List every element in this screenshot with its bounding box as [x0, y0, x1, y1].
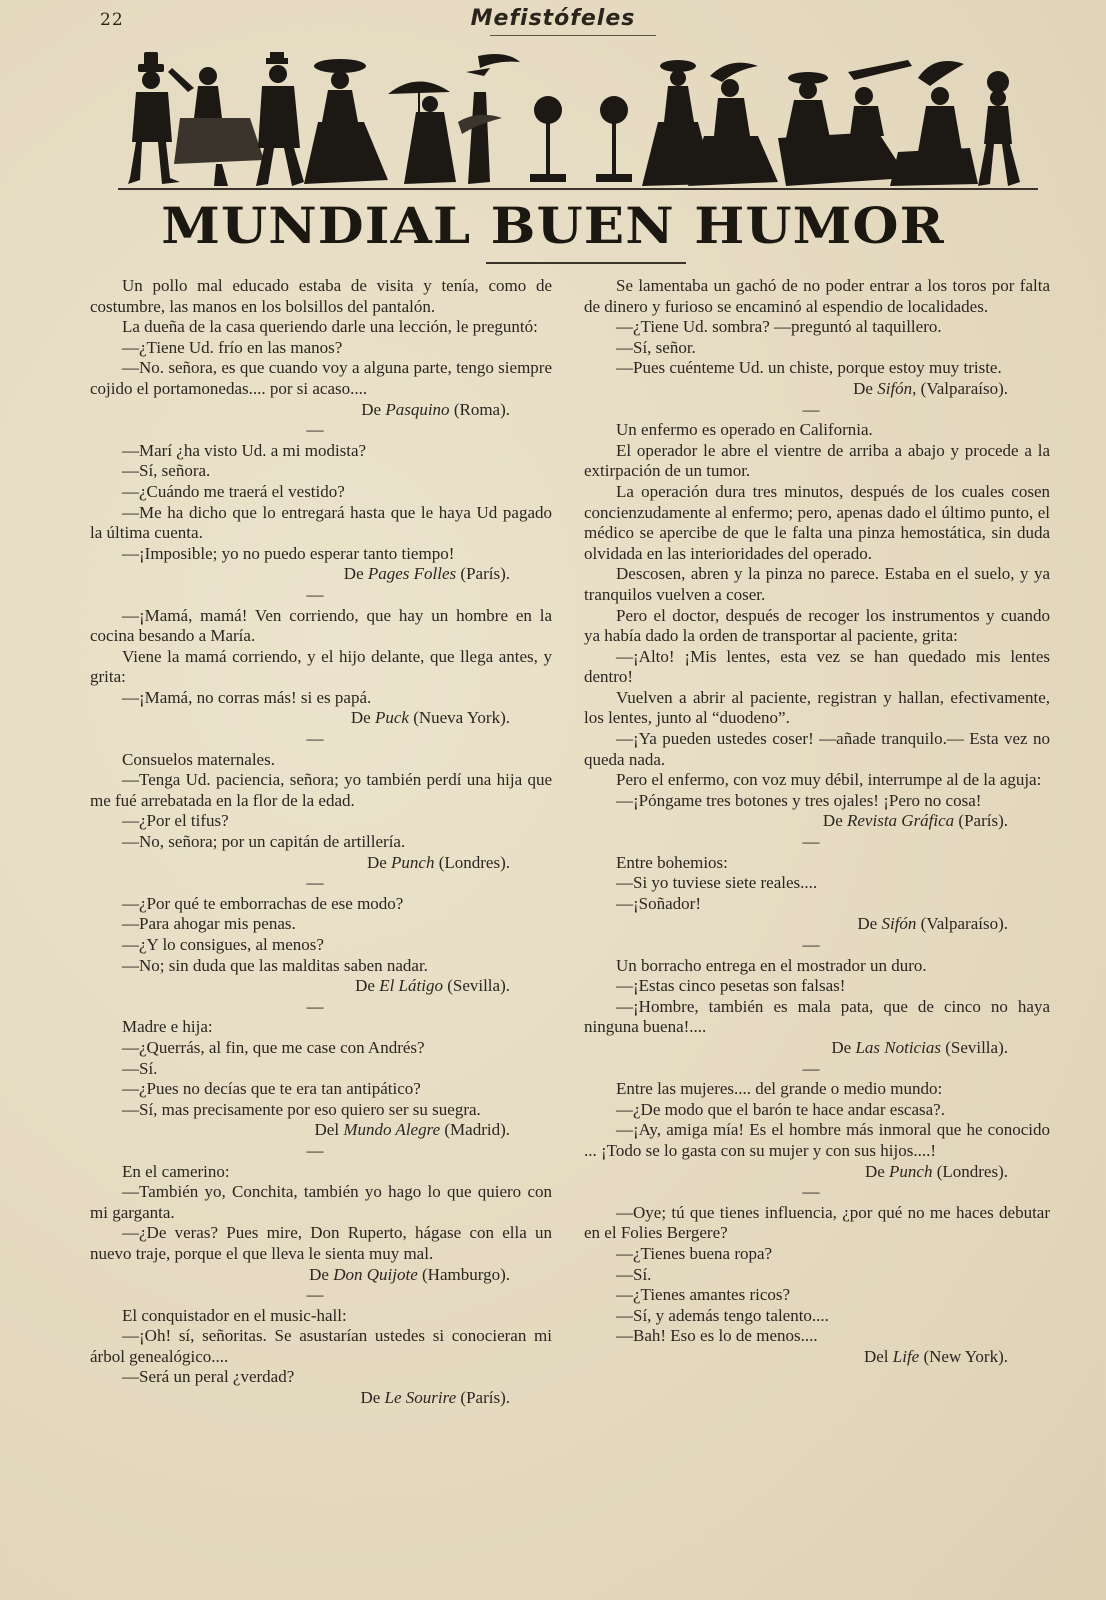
source-credit — [584, 1347, 1050, 1368]
source-prefix: De — [853, 378, 878, 398]
source-location: (Londres). — [932, 1161, 1008, 1181]
section-separator — [90, 997, 552, 1018]
joke-paragraph: —Marí ¿ha visto Ud. a mi modista? — [122, 440, 367, 460]
joke-paragraph: —Sí. — [122, 1058, 158, 1078]
joke-paragraph: —¿Por qué te emborrachas de ese modo? — [122, 893, 404, 913]
source-credit — [584, 811, 1050, 832]
source-credit — [584, 1038, 1050, 1059]
source-credit — [584, 914, 1050, 935]
joke-paragraph: —Si yo tuviese siete reales.... — [616, 873, 818, 893]
joke-paragraph: Se lamentaba un gachó de no poder entrar a los toros por falta de dinero y furioso se encaminó al espendio de localidades. — [584, 276, 1050, 316]
source-publication: Don Quijote — [333, 1264, 418, 1284]
source-publication: Pages Folles — [367, 564, 457, 584]
joke-paragraph: Un enfermo es operado en California. — [616, 420, 873, 440]
headline: MUNDIAL BUEN HUMOR — [161, 196, 945, 255]
source-prefix: De — [366, 852, 392, 872]
joke-paragraph: Entre las mujeres.... del grande o medio mundo: — [616, 1079, 943, 1099]
joke-paragraph: —Pues cuénteme Ud. un chiste, porque estoy muy triste. — [616, 358, 1002, 378]
dancer-figure-7 — [688, 63, 778, 186]
source-credit — [90, 564, 552, 585]
joke-paragraph: —¿Y lo consigues, al menos? — [122, 935, 324, 954]
source-location: (París). — [456, 1388, 510, 1408]
source-credit — [584, 379, 1050, 400]
source-credit — [90, 1388, 552, 1409]
dancer-figure-9 — [890, 61, 978, 186]
joke-paragraph: —¡Póngame tres botones y tres ojales! ¡Pero no cosa! — [616, 790, 982, 810]
source-publication: Le Sourire — [384, 1388, 457, 1408]
joke-paragraph: —¿Querrás, al fin, que me case con Andrés? — [122, 1037, 425, 1057]
source-credit — [90, 1120, 552, 1141]
source-publication: El Látigo — [379, 976, 443, 996]
source-prefix: De — [864, 1161, 890, 1181]
joke-paragraph: En el camerino: — [122, 1161, 230, 1181]
joke-paragraph: —¡Oh! sí, señoritas. Se asustarían ustedes si conocieran mi árbol genealógico.... — [90, 1326, 552, 1366]
joke-paragraph: Un pollo mal educado estaba de visita y tenía, como de costumbre, las manos en los bolsillos del pantalón. — [90, 276, 552, 316]
source-location: (París). — [954, 811, 1008, 831]
joke-paragraph: Descosen, abren y la pinza no parece. Estaba en el suelo, y ya tranquilos vuelven a coser. — [584, 564, 1050, 604]
source-location: (Madrid). — [440, 1120, 510, 1140]
source-location: (Hamburgo). — [417, 1264, 510, 1284]
dancer-figure-10 — [978, 71, 1020, 186]
dancer-figure-2 — [168, 67, 264, 186]
section-separator — [90, 729, 552, 750]
joke-paragraph: Un borracho entrega en el mostrador un duro. — [616, 955, 927, 975]
section-separator — [584, 832, 1050, 853]
plume-figure — [458, 54, 520, 184]
source-location: (Londres). — [434, 852, 510, 872]
section-separator — [90, 420, 552, 441]
joke-paragraph: —También yo, Conchita, también yo hago lo que quiero con mi garganta. — [90, 1182, 552, 1222]
joke-paragraph: —¡Alto! ¡Mis lentes, esta vez se han quedado mis lentes dentro! — [584, 646, 1050, 687]
source-prefix: De — [857, 914, 882, 934]
source-credit — [90, 853, 552, 874]
source-prefix: De — [309, 1264, 334, 1284]
section-separator — [584, 1182, 1050, 1203]
joke-paragraph: —¡Ya pueden ustedes coser! —añade tranquilo.— Esta vez no queda nada. — [584, 729, 1050, 769]
joke-paragraph: —Oye; tú que tienes influencia, ¿por qué no me haces debutar en el Folies Bergere? — [584, 1202, 1050, 1243]
joke-paragraph: —¡Hombre, también es mala pata, que de cinco no haya ninguna buena!.... — [584, 996, 1050, 1037]
joke-paragraph: —No. señora, es que cuando voy a alguna parte, tengo siempre cojido el portamonedas.... por si acaso.... — [90, 358, 552, 398]
source-credit — [584, 1162, 1050, 1183]
source-publication: Mundo Alegre — [343, 1120, 441, 1140]
source-publication: Punch — [889, 1161, 933, 1181]
joke-paragraph: —Bah! Eso es lo de menos.... — [616, 1326, 818, 1346]
source-location: (Valparaíso). — [916, 914, 1008, 934]
source-credit — [90, 400, 552, 421]
joke-paragraph: Vuelven a abrir al paciente, registran y hallan, efectivamente, los lentes, junto al “duodeno”. — [584, 687, 1050, 728]
source-prefix: De — [822, 811, 847, 831]
joke-paragraph: Pero el doctor, después de recoger los instrumentos y cuando ya había dado la orden de transportar al paciente, grita: — [584, 605, 1050, 646]
joke-paragraph: La operación dura tres minutos, después de los cuales cosen concienzudamente al enfermo; pero, apenas dado el último punto, el médico se apercibe de que le falta una pinza hemostática, sin duda olvidada en las interioridades del operado. — [584, 481, 1050, 563]
source-prefix: Del — [863, 1346, 893, 1366]
joke-paragraph: —¿Cuándo me traerá el vestido? — [122, 481, 345, 501]
source-publication: Las Noticias — [855, 1037, 941, 1057]
joke-paragraph: —¿De veras? Pues mire, Don Ruperto, hágase con ella un nuevo traje, porque el que lleva le sienta muy mal. — [90, 1223, 552, 1263]
joke-paragraph: —No, señora; por un capitán de artillería. — [122, 832, 406, 852]
section-separator — [90, 1141, 552, 1162]
source-publication: Pasquino — [385, 399, 450, 419]
joke-paragraph: —¡Mamá, mamá! Ven corriendo, que hay un hombre en la cocina besando a María. — [90, 605, 552, 646]
joke-paragraph: Viene la mamá corriendo, y el hijo delante, que llega antes, y grita: — [90, 646, 552, 687]
joke-paragraph: El conquistador en el music-hall: — [122, 1305, 347, 1325]
joke-paragraph: Madre e hija: — [122, 1017, 213, 1037]
source-credit — [90, 976, 552, 997]
section-separator — [584, 400, 1050, 421]
joke-paragraph: —Sí, mas precisamente por eso quiero ser su suegra. — [122, 1099, 481, 1119]
source-prefix: De — [360, 1388, 385, 1408]
joke-paragraph: —No; sin duda que las malditas saben nadar. — [122, 955, 428, 975]
section-separator — [90, 1285, 552, 1306]
source-location: (Sevilla). — [940, 1037, 1008, 1057]
title-rule — [486, 262, 686, 264]
joke-paragraph: —¡Soñador! — [616, 893, 701, 913]
left-column — [90, 276, 552, 1409]
source-credit — [90, 1265, 552, 1286]
right-column — [584, 276, 1050, 1367]
source-prefix: De — [343, 564, 368, 584]
source-publication: Sifón — [877, 378, 913, 398]
source-prefix: De — [361, 399, 386, 419]
source-publication: Puck — [374, 708, 409, 728]
joke-paragraph: —¿Tiene Ud. frío en las manos? — [122, 337, 343, 357]
source-prefix: De — [350, 708, 375, 728]
dancer-figure-8 — [778, 60, 912, 186]
source-publication: Punch — [391, 852, 435, 872]
joke-paragraph: —Tenga Ud. paciencia, señora; yo también perdí una hija que me fué arrebatada en la flor de la edad. — [90, 770, 552, 810]
joke-paragraph: —¡Estas cinco pesetas son falsas! — [616, 976, 846, 996]
source-prefix: Del — [314, 1120, 344, 1140]
dancer-figure-5 — [388, 81, 456, 184]
joke-paragraph: Entre bohemios: — [616, 852, 728, 872]
joke-paragraph: —¡Mamá, no corras más! si es papá. — [122, 687, 372, 707]
joke-paragraph: —Sí, señor. — [616, 337, 696, 357]
source-location: (New York). — [919, 1346, 1008, 1366]
joke-paragraph: —Sí. — [616, 1264, 652, 1284]
joke-paragraph: —¡Ay, amiga mía! Es el hombre más inmoral que he conocido ... ¡Todo se lo gasta con su mujer y con sus hijos....! — [584, 1120, 1050, 1160]
joke-paragraph: —Será un peral ¿verdad? — [122, 1367, 295, 1387]
source-location: (Nueva York). — [408, 708, 510, 728]
joke-paragraph: —¿De modo que el barón te hace andar escasa?. — [616, 1099, 945, 1119]
lamp-post-1 — [530, 96, 566, 182]
dancer-figure-4 — [304, 59, 388, 184]
joke-paragraph: —Sí, y además tengo talento.... — [616, 1305, 829, 1325]
source-publication: Revista Gráfica — [847, 811, 955, 831]
dancer-figure-3 — [256, 52, 304, 186]
source-prefix: De — [831, 1037, 856, 1057]
section-separator — [584, 935, 1050, 956]
joke-paragraph: —¿Tienes buena ropa? — [616, 1243, 773, 1263]
joke-paragraph: —¡Imposible; yo no puedo esperar tanto tiempo! — [122, 543, 455, 563]
joke-paragraph: —Para ahogar mis penas. — [122, 914, 296, 934]
section-separator — [90, 585, 552, 606]
lamp-post-2 — [596, 96, 632, 182]
source-location: (Sevilla). — [442, 976, 510, 996]
source-location: (Roma). — [449, 399, 510, 419]
source-publication: Life — [892, 1346, 920, 1366]
source-prefix: De — [355, 976, 380, 996]
joke-paragraph: —¿Por el tifus? — [122, 811, 229, 831]
section-separator — [90, 873, 552, 894]
magazine-title: Mefistófeles — [470, 6, 636, 31]
source-location: (París). — [456, 564, 510, 584]
joke-paragraph: —¿Tiene Ud. sombra? —preguntó al taquillero. — [616, 317, 942, 337]
masthead-rule — [490, 35, 656, 36]
section-separator — [584, 1059, 1050, 1080]
joke-paragraph: —Sí, señora. — [122, 461, 211, 481]
joke-paragraph: La dueña de la casa queriendo darle una lección, le preguntó: — [122, 317, 538, 337]
joke-paragraph: Consuelos maternales. — [122, 749, 275, 769]
joke-paragraph: —¿Pues no decías que te era tan antipático? — [122, 1079, 421, 1099]
source-credit — [90, 708, 552, 729]
joke-paragraph: —¿Tienes amantes ricos? — [616, 1285, 791, 1305]
joke-paragraph: El operador le abre el vientre de arriba a abajo y procede a la extirpación de un tumor. — [584, 440, 1050, 481]
joke-paragraph: Pero el enfermo, con voz muy débil, interrumpe al de la aguja: — [616, 770, 1042, 790]
page-number: 22 — [100, 10, 124, 30]
banner-illustration — [118, 52, 1038, 198]
source-publication: Sifón — [881, 914, 917, 934]
joke-paragraph: —Me ha dicho que lo entregará hasta que le haya Ud pagado la última cuenta. — [90, 502, 552, 543]
source-location: , (Valparaíso). — [912, 378, 1008, 398]
